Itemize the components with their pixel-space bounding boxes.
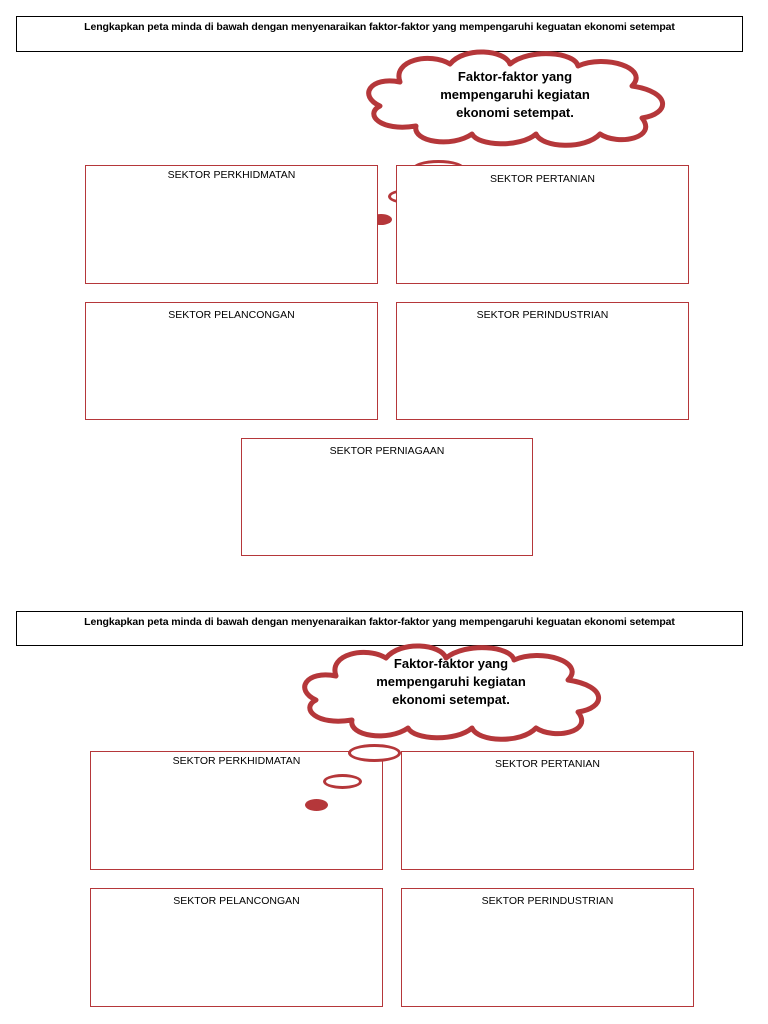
instruction-banner-top [16, 16, 743, 52]
instruction-text: Lengkapkan peta minda di bawah dengan menyenaraikan faktor-faktor yang mempengaruhi keguatan ekonomi setempat [84, 21, 675, 33]
box-sektor-perniagaan [241, 438, 533, 556]
instruction-text: Lengkapkan peta minda di bawah dengan menyenaraikan faktor-faktor yang mempengaruhi keguatan ekonomi setempat [84, 616, 675, 628]
box-sektor-pertanian [401, 751, 694, 870]
cloud-line-2: mempengaruhi kegiatan [440, 87, 590, 102]
thought-cloud-bottom [296, 644, 606, 739]
box-label: SEKTOR PELANCONGAN [173, 895, 300, 907]
thought-bubble-large [348, 744, 401, 762]
cloud-line-3: ekonomi setempat. [456, 105, 574, 120]
instruction-banner-bottom [16, 611, 743, 646]
cloud-line-3: ekonomi setempat. [392, 692, 510, 707]
box-label: SEKTOR PERTANIAN [494, 758, 601, 770]
cloud-line-1: Faktor-faktor yang [457, 69, 573, 84]
cloud-line-2: mempengaruhi kegiatan [376, 674, 526, 689]
box-label: SEKTOR PERKHIDMATAN [172, 755, 301, 767]
box-sektor-pelancongan [90, 888, 383, 1007]
box-sektor-pertanian [396, 165, 689, 284]
box-sektor-perindustrian [401, 888, 694, 1007]
box-sektor-perindustrian [396, 302, 689, 420]
box-sektor-pelancongan [85, 302, 378, 420]
thought-cloud-top [360, 50, 670, 145]
box-label: SEKTOR PERINDUSTRIAN [476, 309, 609, 321]
box-label: SEKTOR PERNIAGAAN [329, 445, 445, 457]
box-sektor-perkhidmatan [90, 751, 383, 870]
box-sektor-perkhidmatan [85, 165, 378, 284]
box-label: SEKTOR PERKHIDMATAN [167, 169, 296, 181]
box-label: SEKTOR PELANCONGAN [168, 309, 295, 321]
thought-bubble-medium [323, 774, 362, 789]
thought-bubble-small [305, 799, 328, 811]
cloud-line-1: Faktor-faktor yang [393, 656, 509, 671]
box-label: SEKTOR PERINDUSTRIAN [481, 895, 614, 907]
box-label: SEKTOR PERTANIAN [489, 173, 596, 185]
